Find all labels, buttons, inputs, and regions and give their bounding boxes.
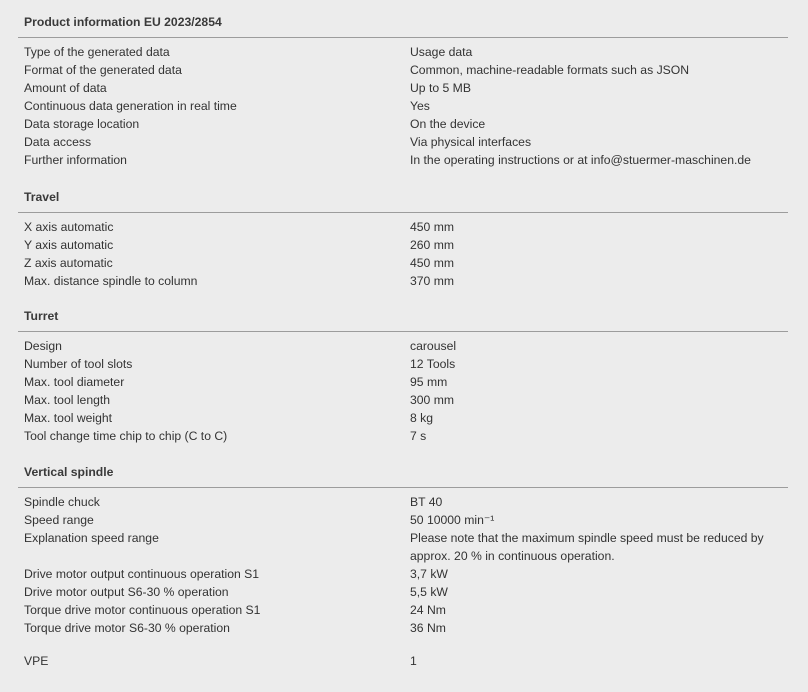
section-title: Vertical spindle (18, 459, 788, 488)
spec-row (18, 652, 788, 670)
spec-value: 12 Tools (410, 357, 456, 371)
spec-label: Amount of data (24, 81, 107, 95)
spec-label: X axis automatic (24, 220, 114, 234)
spec-label: Type of the generated data (24, 45, 170, 59)
spec-label: Max. distance spindle to column (24, 274, 198, 288)
spec-label: Data access (24, 135, 92, 149)
spec-value: 8 kg (410, 411, 434, 425)
spec-value: Usage data (410, 45, 473, 59)
spec-value: 7 s (410, 429, 427, 443)
spec-value: In the operating instructions or at info@stuermer-maschinen.de (410, 153, 751, 167)
spec-value: 50 10000 min⁻¹ (410, 513, 495, 527)
spec-row (18, 218, 788, 236)
spec-row (18, 97, 788, 115)
spec-label: Tool change time chip to chip (C to C) (24, 429, 228, 443)
section-product-information (18, 9, 788, 169)
spec-value: carousel (410, 339, 457, 353)
spec-value: 3,7 kW (410, 567, 448, 581)
spec-label: Data storage location (24, 117, 140, 131)
spec-value: On the device (410, 117, 486, 131)
spec-label: Format of the generated data (24, 63, 182, 77)
spec-value: 300 mm (410, 393, 455, 407)
spec-row (18, 493, 788, 511)
spec-label: Drive motor output S6-30 % operation (24, 585, 229, 599)
spec-label: Y axis automatic (24, 238, 114, 252)
section-title: Product information EU 2023/2854 (18, 9, 788, 38)
spec-row (18, 427, 788, 445)
spec-value: Via physical interfaces (410, 135, 532, 149)
spec-label: Speed range (24, 513, 94, 527)
spec-row (18, 151, 788, 169)
spec-row (18, 619, 788, 637)
spec-row (18, 601, 788, 619)
spec-row (18, 254, 788, 272)
spec-row (18, 272, 788, 290)
spec-value: 450 mm (410, 256, 455, 270)
spec-row (18, 61, 788, 79)
section-title: Turret (18, 303, 788, 332)
spec-row (18, 43, 788, 61)
section-turret (18, 303, 788, 445)
spec-row (18, 511, 788, 529)
spec-label: Torque drive motor continuous operation S1 (24, 603, 261, 617)
spec-value: Up to 5 MB (410, 81, 471, 95)
spec-label: Drive motor output continuous operation S1 (24, 567, 260, 581)
spec-row (18, 391, 788, 409)
spec-row (18, 583, 788, 601)
spec-value: Yes (410, 99, 430, 113)
spec-label: Max. tool length (24, 393, 111, 407)
spec-label: Max. tool weight (24, 411, 113, 425)
spec-row (18, 373, 788, 391)
spec-value: 370 mm (410, 274, 455, 288)
spec-value: Please note that the maximum spindle speed must be reduced by approx. 20 % in continuous operation. (410, 531, 764, 563)
spec-row (18, 79, 788, 97)
spec-value: BT 40 (410, 495, 443, 509)
spec-label: Torque drive motor S6-30 % operation (24, 621, 230, 635)
spec-value: 450 mm (410, 220, 455, 234)
spec-label: Explanation speed range (24, 531, 159, 545)
spec-label: Further information (24, 153, 127, 167)
section-travel (18, 184, 788, 290)
spec-label: Max. tool diameter (24, 375, 125, 389)
spec-row (18, 337, 788, 355)
section-title: Travel (18, 184, 788, 213)
spec-label: Design (24, 339, 62, 353)
vpe-label: VPE (24, 654, 49, 668)
spec-row (18, 409, 788, 427)
spec-value: 36 Nm (410, 621, 446, 635)
spec-value: Common, machine-readable formats such as JSON (410, 63, 690, 77)
spec-label: Spindle chuck (24, 495, 100, 509)
spec-value: 5,5 kW (410, 585, 448, 599)
spec-row (18, 355, 788, 373)
spec-row (18, 115, 788, 133)
spec-row (18, 236, 788, 254)
spec-value: 95 mm (410, 375, 448, 389)
spec-label: Z axis automatic (24, 256, 113, 270)
spec-label: Continuous data generation in real time (24, 99, 237, 113)
spec-row (18, 529, 788, 565)
spec-row (18, 565, 788, 583)
spec-label: Number of tool slots (24, 357, 133, 371)
vpe-row (18, 652, 788, 670)
vpe-value: 1 (410, 654, 417, 668)
section-vertical-spindle (18, 459, 788, 637)
spec-row (18, 133, 788, 151)
spec-value: 260 mm (410, 238, 455, 252)
spec-value: 24 Nm (410, 603, 446, 617)
